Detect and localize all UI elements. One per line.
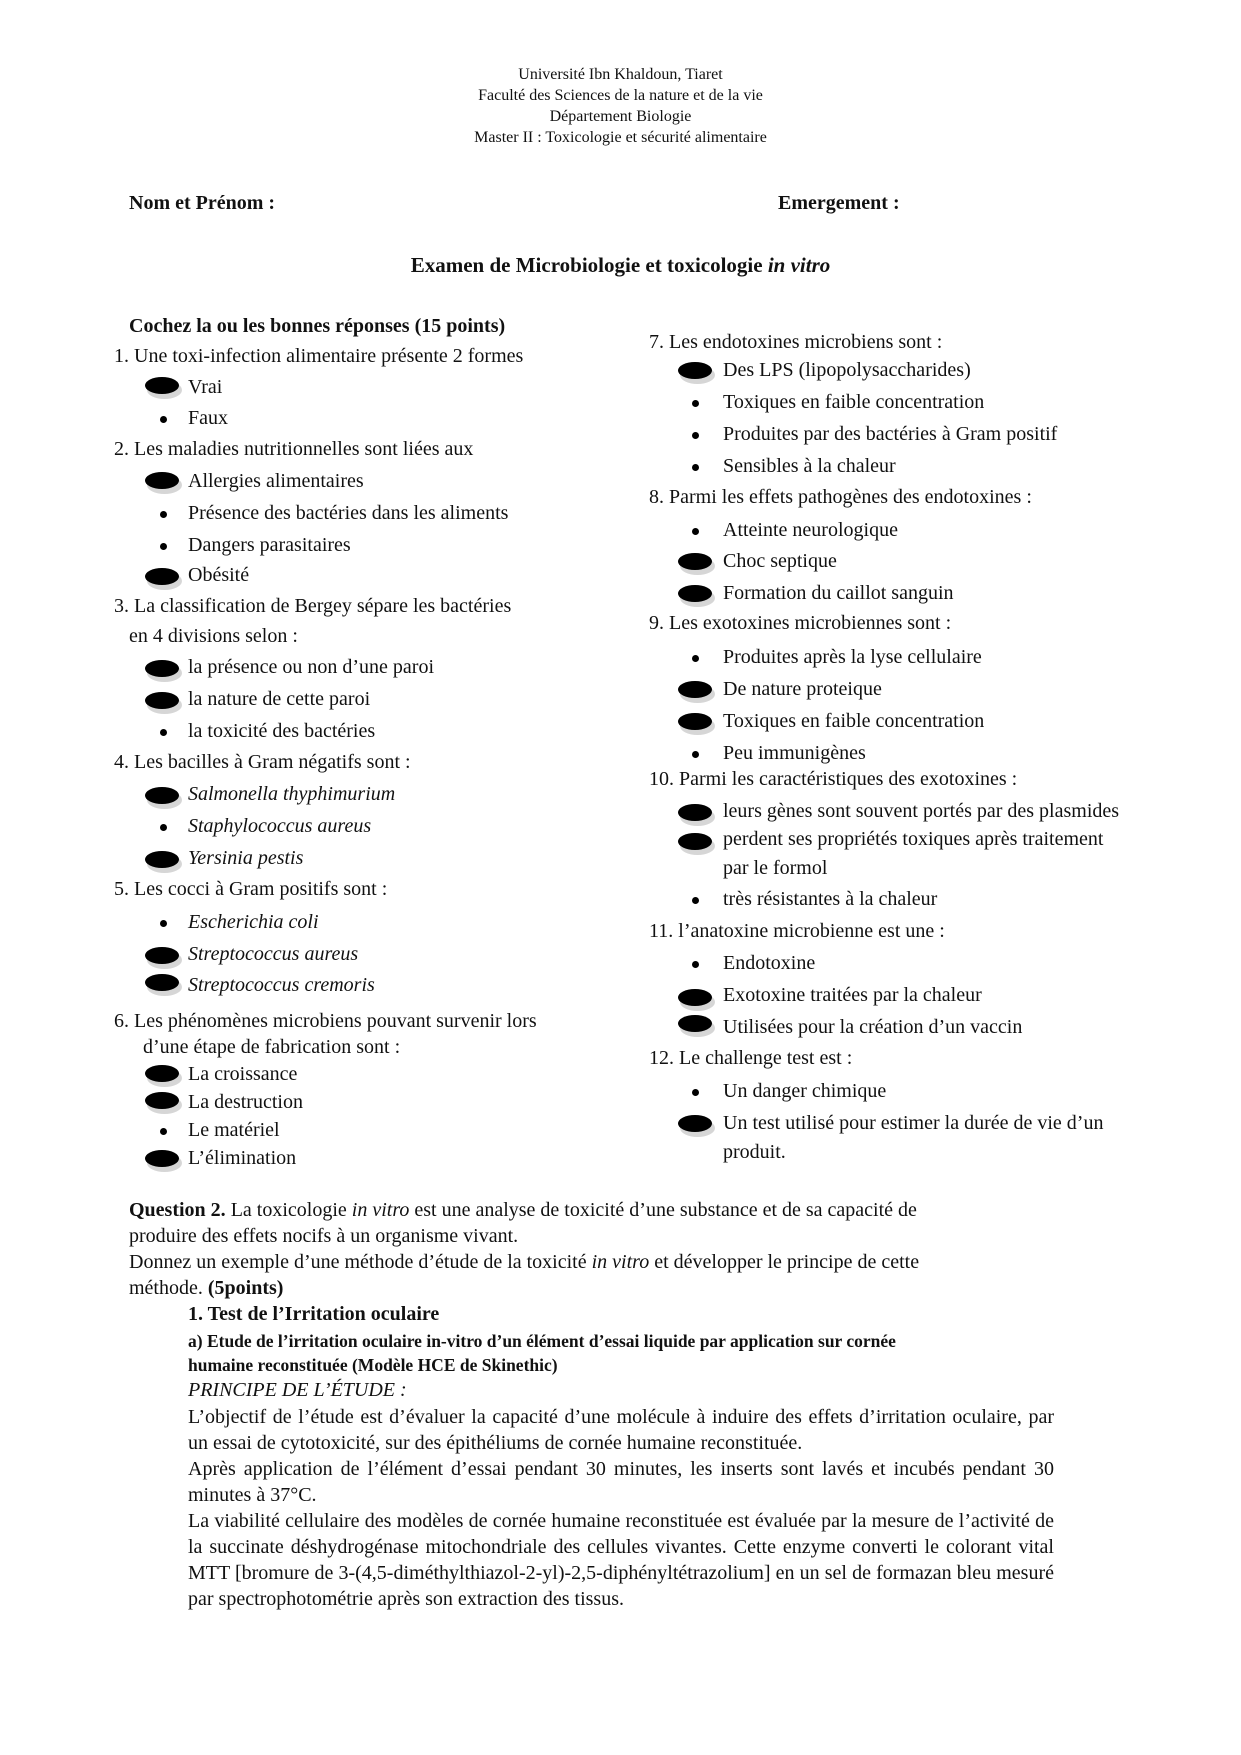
checked-mark-icon[interactable] bbox=[145, 974, 181, 994]
checked-mark-icon[interactable] bbox=[678, 585, 714, 605]
bullet-icon[interactable] bbox=[160, 1128, 167, 1135]
bullet-icon[interactable] bbox=[160, 511, 167, 518]
exam-title-main: Examen de Microbiologie et toxicologie bbox=[410, 253, 763, 277]
option-label: Obésité bbox=[188, 564, 250, 586]
q2-text: méthode. bbox=[129, 1277, 208, 1299]
option-label: Streptococcus aureus bbox=[188, 943, 359, 965]
checked-mark-icon[interactable] bbox=[145, 947, 181, 967]
answer-subheading-1: a) Etude de l’irritation oculaire in-vitro d’un élément d’essai liquide par application sur cornée bbox=[188, 1331, 896, 1351]
option-label: Escherichia coli bbox=[188, 911, 319, 933]
bullet-icon[interactable] bbox=[692, 400, 699, 407]
signature-label: Emergement : bbox=[778, 192, 900, 214]
checked-mark-icon[interactable] bbox=[678, 804, 714, 824]
option-label: Présence des bactéries dans les aliments bbox=[188, 502, 509, 524]
option-label: Peu immunigènes bbox=[723, 742, 866, 764]
bullet-icon[interactable] bbox=[160, 824, 167, 831]
checked-mark-icon[interactable] bbox=[145, 568, 181, 588]
question-2-line4 bbox=[129, 1277, 283, 1300]
question-7: 7. Les endotoxines microbiens sont : bbox=[649, 331, 943, 353]
q2-text: Donnez un exemple d’une méthode d’étude de la toxicité bbox=[129, 1251, 592, 1273]
option-label: la toxicité des bactéries bbox=[188, 720, 376, 742]
checked-mark-icon[interactable] bbox=[145, 660, 181, 680]
option-label: Sensibles à la chaleur bbox=[723, 455, 896, 477]
option-label: Utilisées pour la création d’un vaccin bbox=[723, 1016, 1023, 1038]
principle-paragraph-1: L’objectif de l’étude est d’évaluer la capacité d’une molécule à induire des effets d’irritation oculaire, par un essai de cytotoxicité, sur des épithéliums de cornée humaine reconstituée. bbox=[188, 1406, 1054, 1454]
checked-mark-icon[interactable] bbox=[678, 553, 714, 573]
question-3-cont: en 4 divisions selon : bbox=[129, 625, 298, 647]
question-10: 10. Parmi les caractéristiques des exotoxines : bbox=[649, 768, 1018, 790]
question-3: 3. La classification de Bergey sépare les bactéries bbox=[114, 595, 512, 617]
option-label: Choc septique bbox=[723, 550, 837, 572]
checked-mark-icon[interactable] bbox=[145, 1092, 181, 1112]
option-label-cont: par le formol bbox=[723, 857, 828, 879]
question-12: 12. Le challenge test est : bbox=[649, 1047, 853, 1069]
checked-mark-icon[interactable] bbox=[678, 713, 714, 733]
option-label: Toxiques en faible concentration bbox=[723, 710, 985, 732]
option-label: L’élimination bbox=[188, 1147, 297, 1169]
option-label: leurs gènes sont souvent portés par des plasmides bbox=[723, 800, 1120, 822]
checked-mark-icon[interactable] bbox=[145, 1150, 181, 1170]
name-label: Nom et Prénom : bbox=[129, 192, 276, 214]
checked-mark-icon[interactable] bbox=[678, 1015, 714, 1035]
question-2: 2. Les maladies nutritionnelles sont liées aux bbox=[114, 438, 474, 460]
option-label: Faux bbox=[188, 407, 228, 429]
option-label-cont: produit. bbox=[723, 1141, 786, 1163]
q2-italic: in vitro bbox=[351, 1199, 410, 1221]
option-label: Produites par des bactéries à Gram positif bbox=[723, 423, 1058, 445]
bullet-icon[interactable] bbox=[692, 961, 699, 968]
option-label: Endotoxine bbox=[723, 952, 816, 974]
option-label: Exotoxine traitées par la chaleur bbox=[723, 984, 982, 1006]
faculty-name: Faculté des Sciences de la nature et de la vie bbox=[478, 87, 763, 104]
option-label: De nature proteique bbox=[723, 678, 882, 700]
checked-mark-icon[interactable] bbox=[145, 851, 181, 871]
q2-text: est une analyse de toxicité d’une substance et de sa capacité de bbox=[409, 1199, 917, 1221]
bullet-icon[interactable] bbox=[692, 528, 699, 535]
question-1: 1. Une toxi-infection alimentaire présente 2 formes bbox=[114, 345, 524, 367]
q2-italic: in vitro bbox=[591, 1251, 650, 1273]
principle-paragraph-2: Après application de l’élément d’essai pendant 30 minutes, les inserts sont lavés et incubés pendant 30 minutes à 37°C. bbox=[188, 1458, 1054, 1506]
principle-paragraph-3: La viabilité cellulaire des modèles de cornée humaine reconstituée est évaluée par la mesure de l’activité de la succinate déshydrogénase mitochondriale des cellules vivantes. Cette enzyme converti le colorant vital MTT [bromure de 3-(4,5-diméthylthiazol-2-yl)-2,5-diphényltétrazolium] en un sel de formazan bleu mesuré par spectrophotométrie après son extraction des tissus. bbox=[188, 1510, 1054, 1610]
checked-mark-icon[interactable] bbox=[145, 472, 181, 492]
option-label: Le matériel bbox=[188, 1119, 280, 1141]
checked-mark-icon[interactable] bbox=[678, 833, 714, 853]
option-label: Yersinia pestis bbox=[188, 847, 304, 869]
checked-mark-icon[interactable] bbox=[678, 989, 714, 1009]
option-label: Produites après la lyse cellulaire bbox=[723, 646, 982, 668]
question-6-cont: d’une étape de fabrication sont : bbox=[143, 1036, 401, 1058]
option-label: La croissance bbox=[188, 1063, 298, 1085]
principle-heading: PRINCIPE DE L’ÉTUDE : bbox=[188, 1379, 407, 1401]
checked-mark-icon[interactable] bbox=[145, 787, 181, 807]
bullet-icon[interactable] bbox=[692, 464, 699, 471]
question-11: 11. l’anatoxine microbienne est une : bbox=[649, 920, 945, 942]
option-label: Allergies alimentaires bbox=[188, 470, 364, 492]
question-2-line1 bbox=[129, 1199, 917, 1222]
question-2-line2: produire des effets nocifs à un organisme vivant. bbox=[129, 1225, 519, 1247]
question-8: 8. Parmi les effets pathogènes des endotoxines : bbox=[649, 486, 1032, 508]
question-9: 9. Les exotoxines microbiennes sont : bbox=[649, 612, 952, 634]
bullet-icon[interactable] bbox=[160, 920, 167, 927]
bullet-icon[interactable] bbox=[692, 1089, 699, 1096]
question-2-label: Question 2. bbox=[129, 1199, 226, 1221]
option-label: Salmonella thyphimurium bbox=[188, 783, 396, 805]
bullet-icon[interactable] bbox=[160, 543, 167, 550]
option-label: la présence ou non d’une paroi bbox=[188, 656, 435, 678]
bullet-icon[interactable] bbox=[692, 432, 699, 439]
checked-mark-icon[interactable] bbox=[145, 377, 181, 397]
answer-subheading-2: humaine reconstituée (Modèle HCE de Skinethic) bbox=[188, 1355, 558, 1375]
bullet-icon[interactable] bbox=[692, 897, 699, 904]
university-name: Université Ibn Khaldoun, Tiaret bbox=[518, 66, 723, 83]
option-label: Staphylococcus aureus bbox=[188, 815, 372, 837]
option-label: Atteinte neurologique bbox=[723, 519, 898, 541]
option-label: Formation du caillot sanguin bbox=[723, 582, 954, 604]
option-label: très résistantes à la chaleur bbox=[723, 888, 938, 910]
option-label: Toxiques en faible concentration bbox=[723, 391, 985, 413]
section-instruction: Cochez la ou les bonnes réponses (15 points) bbox=[129, 315, 506, 337]
checked-mark-icon[interactable] bbox=[145, 1065, 181, 1085]
checked-mark-icon[interactable] bbox=[678, 1115, 714, 1135]
question-6: 6. Les phénomènes microbiens pouvant survenir lors bbox=[114, 1010, 537, 1032]
question-4: 4. Les bacilles à Gram négatifs sont : bbox=[114, 751, 411, 773]
bullet-icon[interactable] bbox=[692, 655, 699, 662]
bullet-icon[interactable] bbox=[160, 729, 167, 736]
department-name: Département Biologie bbox=[549, 108, 692, 125]
option-label: La destruction bbox=[188, 1091, 303, 1113]
option-label: Vrai bbox=[188, 376, 223, 398]
option-label: perdent ses propriétés toxiques après traitement bbox=[723, 828, 1104, 850]
q2-text: et développer le principe de cette bbox=[649, 1251, 920, 1273]
option-label: Streptococcus cremoris bbox=[188, 974, 375, 996]
exam-title bbox=[0, 253, 1241, 278]
bullet-icon[interactable] bbox=[692, 751, 699, 758]
checked-mark-icon[interactable] bbox=[678, 681, 714, 701]
option-label: Un test utilisé pour estimer la durée de vie d’un bbox=[723, 1112, 1104, 1134]
q2-points: (5points) bbox=[207, 1277, 284, 1299]
exam-title-italic: in vitro bbox=[767, 253, 831, 277]
question-2-line3 bbox=[129, 1251, 919, 1274]
answer-heading: 1. Test de l’Irritation oculaire bbox=[188, 1303, 440, 1325]
checked-mark-icon[interactable] bbox=[145, 692, 181, 712]
bullet-icon[interactable] bbox=[160, 416, 167, 423]
q2-text: La toxicologie bbox=[225, 1199, 352, 1221]
checked-mark-icon[interactable] bbox=[678, 362, 714, 382]
option-label: la nature de cette paroi bbox=[188, 688, 371, 710]
option-label: Dangers parasitaires bbox=[188, 534, 351, 556]
option-label: Des LPS (lipopolysaccharides) bbox=[723, 359, 971, 381]
option-label: Un danger chimique bbox=[723, 1080, 887, 1102]
question-5: 5. Les cocci à Gram positifs sont : bbox=[114, 878, 388, 900]
master-name: Master II : Toxicologie et sécurité alimentaire bbox=[474, 129, 767, 146]
